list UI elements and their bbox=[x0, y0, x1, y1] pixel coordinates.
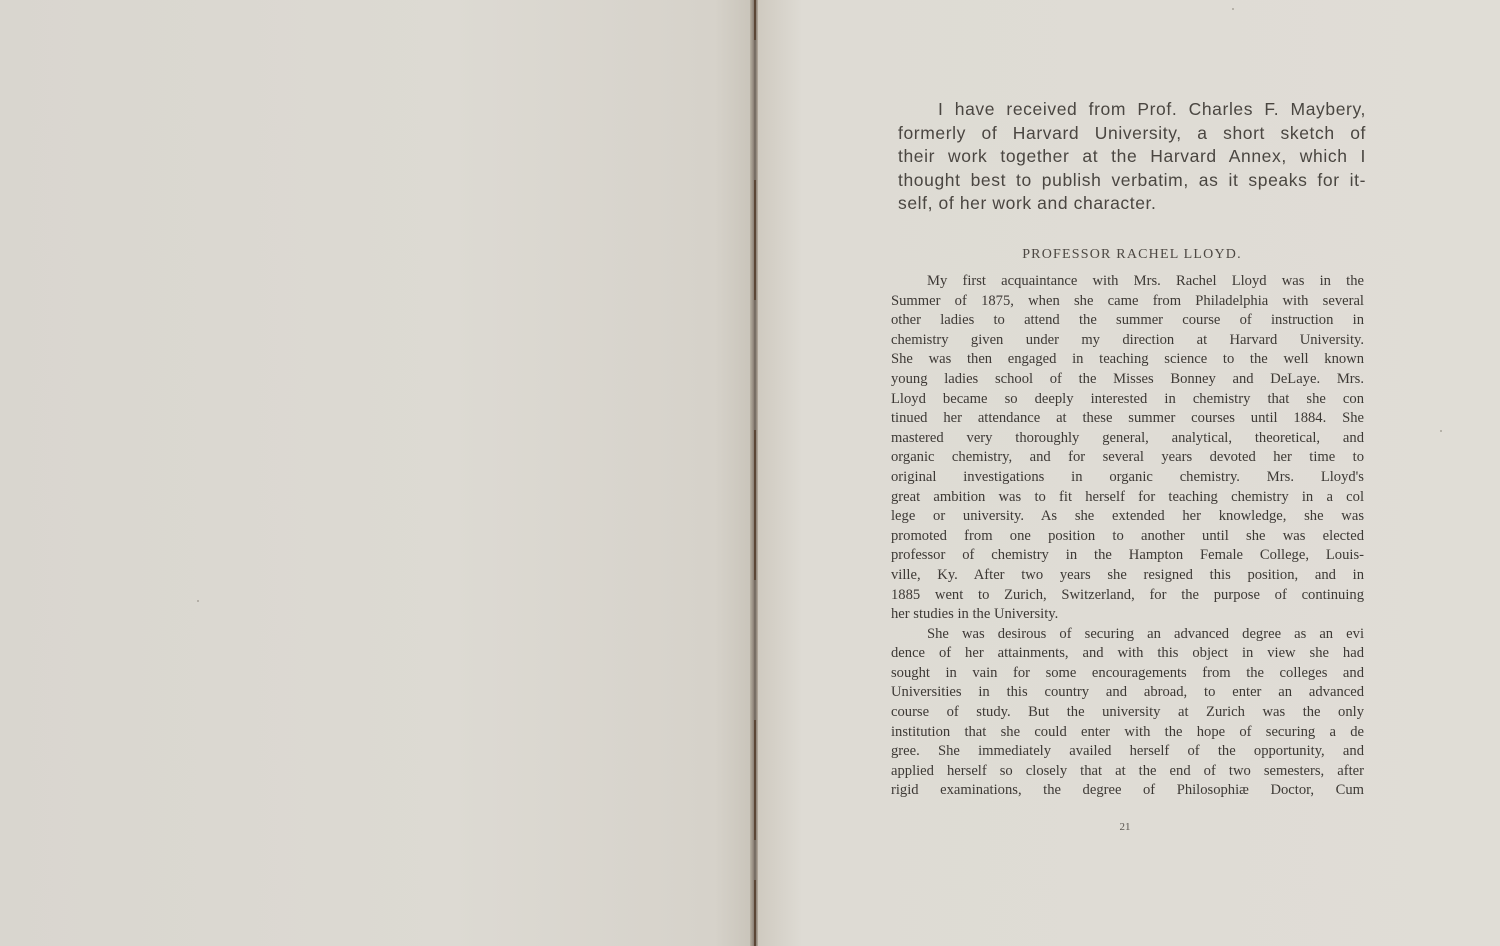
body-line: original investigations in organic chemistry. Mrs. Lloyd's bbox=[891, 468, 1364, 485]
body-line: She was then engaged in teaching science to the well known bbox=[891, 351, 1364, 368]
intro-paragraph bbox=[898, 98, 1366, 216]
body-line: mastered very thoroughly general, analytical, theoretical, and bbox=[891, 429, 1364, 446]
body-line: Lloyd became so deeply interested in chemistry that she con bbox=[891, 390, 1364, 407]
paper-speck bbox=[1440, 430, 1442, 432]
binding-thread bbox=[754, 0, 756, 40]
body-line: lege or university. As she extended her knowledge, she was bbox=[891, 508, 1364, 525]
body-line: applied herself so closely that at the end of two semesters, after bbox=[891, 762, 1364, 779]
body-line: other ladies to attend the summer course of instruction in bbox=[891, 312, 1364, 329]
body-line: promoted from one position to another until she was elected bbox=[891, 527, 1364, 544]
body-line: sought in vain for some encouragements from the colleges and bbox=[891, 664, 1364, 681]
body-line: institution that she could enter with the hope of securing a de bbox=[891, 723, 1364, 740]
binding-thread bbox=[754, 430, 756, 580]
body-line: Universities in this country and abroad, to enter an advanced bbox=[891, 684, 1364, 701]
body-line: her studies in the University. bbox=[891, 606, 1059, 623]
body-line: ville, Ky. After two years she resigned this position, and in bbox=[891, 566, 1364, 583]
body-line: She was desirous of securing an advanced degree as an evi bbox=[927, 625, 1364, 642]
intro-line: I have received from Prof. Charles F. Maybery, bbox=[938, 99, 1366, 119]
body-line: great ambition was to fit herself for teaching chemistry in a col bbox=[891, 488, 1364, 505]
body-line: young ladies school of the Misses Bonney and DeLaye. Mrs. bbox=[891, 370, 1364, 387]
intro-line: thought best to publish verbatim, as it speaks for it- bbox=[898, 169, 1366, 190]
article-body bbox=[891, 272, 1364, 801]
body-line: Summer of 1875, when she came from Philadelphia with several bbox=[891, 292, 1364, 309]
page-number: 21 bbox=[1119, 821, 1131, 833]
body-line: chemistry given under my direction at Harvard University. bbox=[891, 331, 1364, 348]
body-line: gree. She immediately availed herself of the opportunity, and bbox=[891, 743, 1364, 760]
binding-thread bbox=[754, 880, 756, 946]
intro-line: formerly of Harvard University, a short sketch of bbox=[898, 122, 1366, 143]
body-line: rigid examinations, the degree of Philosophiæ Doctor, Cum bbox=[891, 782, 1364, 799]
body-line: dence of her attainments, and with this object in view she had bbox=[891, 645, 1364, 662]
body-line: My first acquaintance with Mrs. Rachel Lloyd was in the bbox=[927, 273, 1364, 289]
paper-speck bbox=[197, 600, 199, 602]
article-title: PROFESSOR RACHEL LLOYD. bbox=[1022, 247, 1242, 262]
intro-line: self, of her work and character. bbox=[898, 193, 1157, 213]
intro-line: their work together at the Harvard Annex, which I bbox=[898, 146, 1366, 166]
binding-thread bbox=[754, 180, 756, 300]
body-line: organic chemistry, and for several years devoted her time to bbox=[891, 449, 1364, 466]
body-line: professor of chemistry in the Hampton Female College, Louis- bbox=[891, 547, 1364, 564]
binding-thread bbox=[754, 720, 756, 840]
body-line: course of study. But the university at Zurich was the only bbox=[891, 704, 1364, 721]
body-line: 1885 went to Zurich, Switzerland, for the purpose of continuing bbox=[891, 586, 1364, 603]
paper-speck bbox=[1232, 8, 1234, 10]
body-line: tinued her attendance at these summer courses until 1884. She bbox=[891, 410, 1364, 427]
